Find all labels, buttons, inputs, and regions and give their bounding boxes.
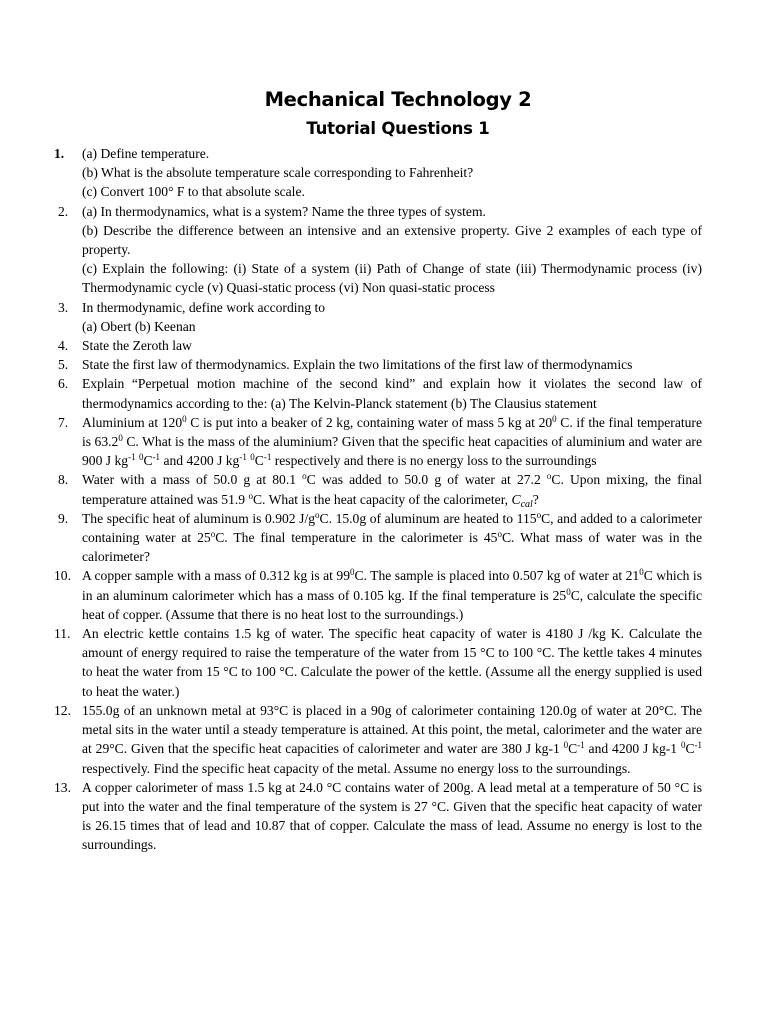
question-text: (a) Obert (b) Keenan (82, 318, 196, 334)
document-subtitle: Tutorial Questions 1 (306, 119, 490, 138)
question-text: Aluminium at $120^0$ C is put into a beaker of 2 kg, containing water of mass 5 kg at $20^0$ C. if the final temperature is 63.2$^0$ C. What is the mass of the aluminium? Given that the specific heat capacities of aluminium and water are 900 J $kg^{-1}$ $^0C^{-1}$ and 4200 J $kg^{-1}$ $^0C^{-1}$ respectively and there is no energy loss to the surroundings (82, 413, 702, 469)
question-number: 9. (58, 510, 69, 526)
question-text: (b) What is the absolute temperature scale corresponding to Fahrenheit? (82, 165, 474, 181)
document-title: Mechanical Technology 2 (264, 88, 532, 111)
question-6 (54, 374, 702, 412)
question-number: 4. (58, 338, 69, 354)
question-text: (a) Define temperature. (82, 146, 210, 161)
question-4 (54, 336, 702, 355)
question-text: The specific heat of aluminum is 0.902 $J/g^oC$. 15.0g of aluminum are heated to 115$^o$C, and added to a calorimeter containing water at 25$^o$C. The final temperature in the calorimeter is 45$^o$C. What mass of water was in the calorimeter? (82, 509, 703, 565)
question-10 (54, 566, 702, 624)
question-1 (54, 144, 702, 202)
question-text: State the Zeroth law (82, 338, 192, 354)
question-number: 1. (54, 146, 65, 161)
question-number: 6. (58, 376, 69, 392)
question-text: (c) Explain the following: (i) State of a system (ii) Path of Change of state (iii) Thermodynamic process (iv) Thermodynamic cycle (v) Quasi-static process (vi) Non quasi-static process (82, 261, 702, 296)
question-text: State the first law of thermodynamics. Explain the two limitations of the first law of thermodynamics (82, 357, 633, 373)
question-3 (54, 298, 702, 336)
question-9 (54, 509, 702, 567)
question-11 (54, 624, 702, 701)
question-number: 7. (58, 414, 69, 430)
question-number: 5. (58, 357, 69, 373)
question-13 (54, 778, 702, 855)
question-number: 11. (54, 626, 71, 642)
question-text: An electric kettle contains 1.5 kg of water. The specific heat capacity of water is 4180 J /kg K. Calculate the amount of energy required to raise the temperature of the water from 15 °C to 100 °C. The kettle takes 4 minutes to heat the water from 15 °C to 100 °C. Calculate the power of the kettle. (Assume all the energy supplied is used to heat the water.) (82, 626, 702, 699)
question-text: 155.0g of an unknown metal at 93°C is placed in a 90g of calorimeter containing 120.0g of water at 20°C. The metal sits in the water until a steady temperature is attained. At this point, the metal, calorimeter and the water are at 29°C. Given that the specific heat capacities of calorimeter and water are 380 J kg-1 $^0C^{-1}$ and 4200 J kg-1 $^0C^{-1}$ respectively. Find the specific heat capacity of the metal. Assume no energy loss to the surroundings. (82, 702, 703, 776)
question-number: 8. (58, 472, 69, 488)
question-2 (54, 202, 702, 298)
question-text: Water with a mass of 50.0 g at 80.1 $^o$C was added to 50.0 g of water at 27.2 $^o$C. Upon mixing, the final temperature attained was 51.9 $^o$C. What is the heat capacity of the calorimeter, $C_{cal}$? (82, 471, 702, 510)
question-number: 12. (54, 702, 71, 718)
question-number: 10. (54, 568, 71, 584)
question-text: In thermodynamic, define work according to (82, 299, 326, 315)
question-number: 2. (58, 203, 69, 219)
question-text: (a) In thermodynamics, what is a system? Name the three types of system. (82, 203, 486, 219)
question-5 (54, 355, 702, 374)
question-text: (c) Convert 100° F to that absolute scale. (82, 184, 305, 200)
question-7 (54, 413, 702, 471)
question-text: A copper sample with a mass of 0.312 kg is at $99^0C$. The sample is placed into 0.507 kg of water at $21^0C$ which is in an aluminum calorimeter which has a mass of 0.105 kg. If the final temperature is $25^0C$, calculate the specific heat of copper. (Assume that there is no heat lost to the surroundings.) (82, 567, 702, 622)
question-number: 13. (54, 779, 71, 795)
question-list (54, 144, 702, 855)
question-text: A copper calorimeter of mass 1.5 kg at 24.0 °C contains water of 200g. A lead metal at a temperature of 50 °C is put into the water and the final temperature of the system is 27 °C. Given that the specific heat capacity of water is 26.15 times that of lead and 10.87 that of copper. Calculate the mass of lead. Assume no energy is lost to the surroundings. (82, 779, 702, 853)
question-text: Explain “Perpetual motion machine of the second kind” and explain how it violates the second law of thermodynamics according to the: (a) The Kelvin-Planck statement (b) The Clausius statement (82, 376, 702, 411)
question-text: (b) Describe the difference between an intensive and an extensive property. Give 2 examples of each type of property. (82, 222, 702, 258)
question-12 (54, 701, 702, 778)
question-number: 3. (58, 299, 69, 315)
question-8 (54, 470, 702, 508)
